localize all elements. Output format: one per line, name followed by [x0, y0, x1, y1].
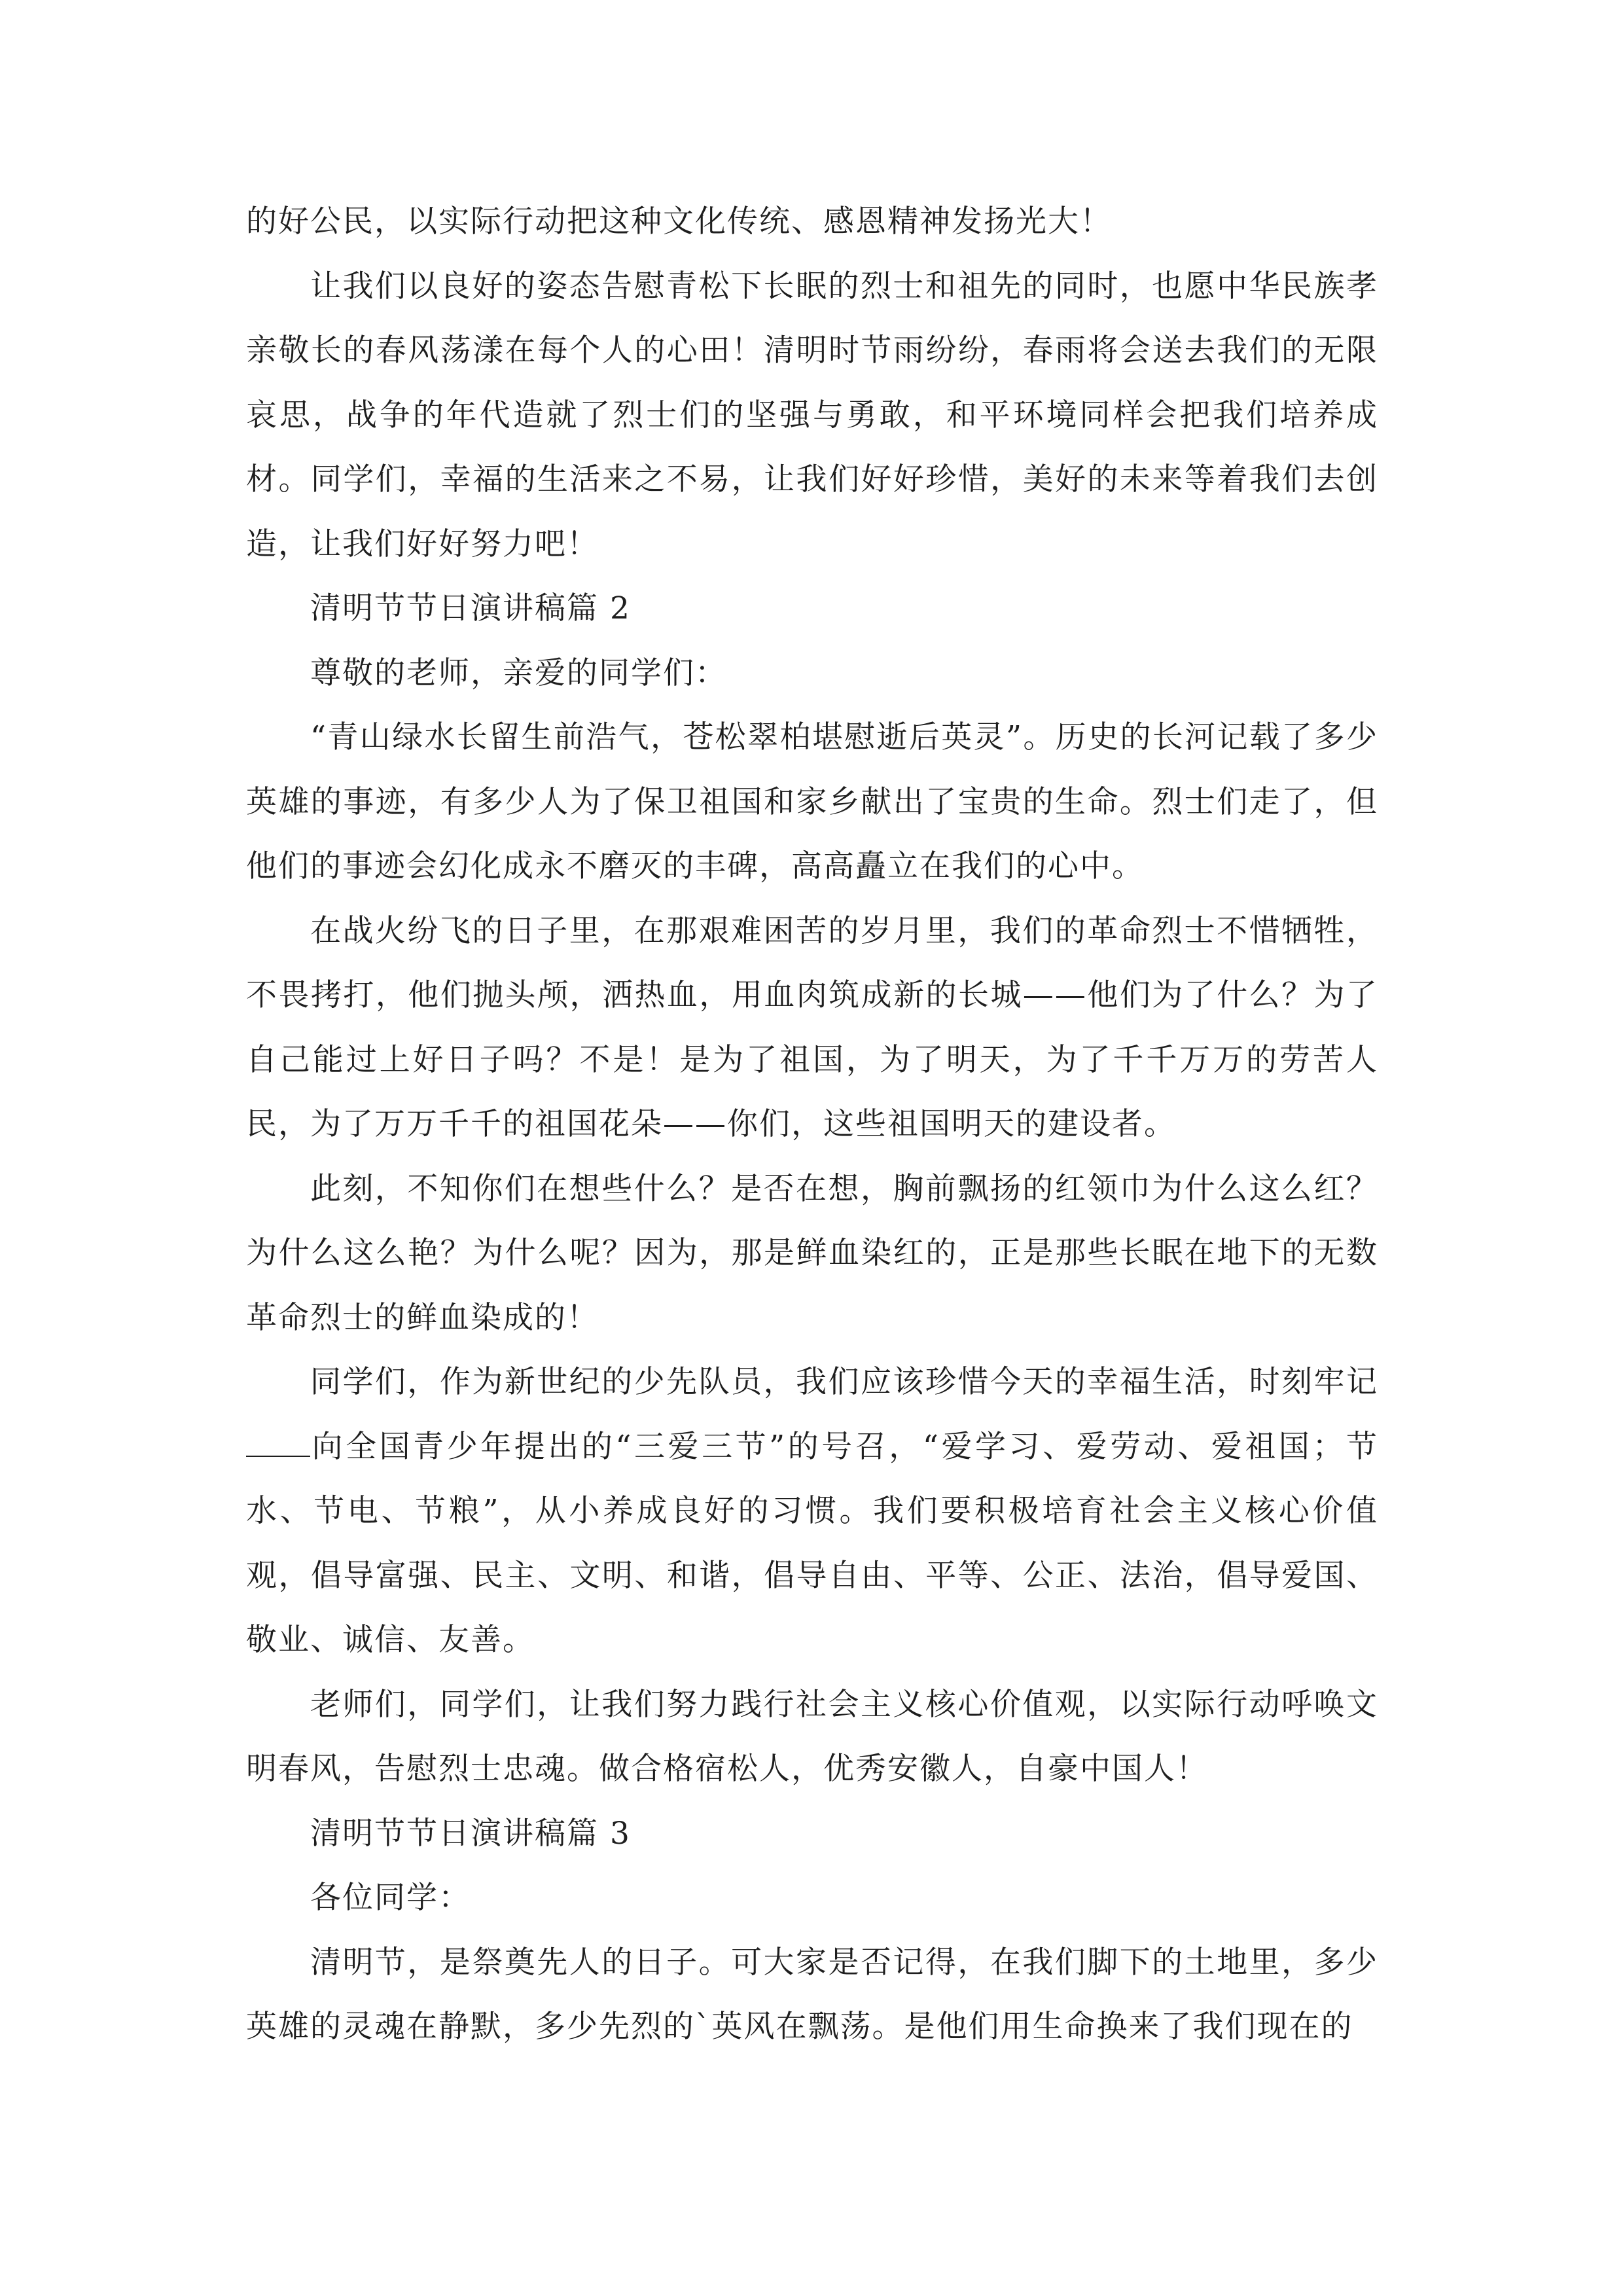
paragraph: “青山绿水长留生前浩气，苍松翠柏堪慰逝后英灵”。历史的长河记载了多少英雄的事迹，有多少人为了保卫祖国和家乡献出了宝贵的生命。烈士们走了，但他们的事迹会幻化成永不磨灭的丰碑，高高矗立在我们的心中。: [246, 719, 1378, 884]
salutation: 尊敬的老师，亲爱的同学们：: [310, 655, 727, 691]
paragraph: 老师们，同学们，让我们努力践行社会主义核心价值观，以实际行动呼唤文明春风，告慰烈士忠魂。做合格宿松人，优秀安徽人，自豪中国人！: [246, 1686, 1378, 1787]
paragraph-continuation: 的好公民，以实际行动把这种文化传统、感恩精神发扬光大！: [246, 204, 1112, 240]
paragraph-text-after-blank: 向全国青少年提出的“三爱三节”的号召，“爱学习、爱劳动、爱祖国；节水、节电、节粮”，从小养成良好的习惯。我们要积极培育社会主义核心价值观，倡导富强、民主、文明、和谐，倡导自由、平等、公正、法治，倡导爱国、敬业、诚信、友善。: [246, 1428, 1378, 1658]
paragraph: 在战火纷飞的日子里，在那艰难困苦的岁月里，我们的革命烈士不惜牺牲，不畏拷打，他们抛头颅，洒热血，用血肉筑成新的长城——他们为了什么？为了自己能过上好日子吗？不是！是为了祖国，为了明天，为了千千万万的劳苦人民，为了万万千千的祖国花朵——你们，这些祖国明天的建设者。: [246, 912, 1378, 1142]
paragraph: 此刻，不知你们在想些什么？是否在想，胸前飘扬的红领巾为什么这么红？为什么这么艳？为什么呢？因为，那是鲜血染红的，正是那些长眠在地下的无数革命烈士的鲜血染成的！: [246, 1170, 1378, 1336]
document-body: [246, 190, 1378, 2060]
section-heading: 清明节节日演讲稿篇 2: [310, 590, 631, 626]
fill-in-blank: [246, 1428, 310, 1457]
salutation: 各位同学：: [310, 1880, 471, 1916]
paragraph-with-blank: [246, 1350, 1378, 1673]
paragraph-text-before-blank: 同学们，作为新世纪的少先队员，我们应该珍惜今天的幸福生活，时刻牢记: [310, 1364, 1378, 1400]
paragraph: 清明节，是祭奠先人的日子。可大家是否记得，在我们脚下的土地里，多少英雄的灵魂在静默，多少先烈的`英风在飘荡。是他们用生命换来了我们现在的: [246, 1944, 1378, 2045]
section-heading: 清明节节日演讲稿篇 3: [310, 1815, 631, 1852]
paragraph: 让我们以良好的姿态告慰青松下长眠的烈士和祖先的同时，也愿中华民族孝亲敬长的春风荡漾在每个人的心田！清明时节雨纷纷，春雨将会送去我们的无限哀思，战争的年代造就了烈士们的坚强与勇敢，和平环境同样会把我们培养成材。同学们，幸福的生活来之不易，让我们好好珍惜，美好的未来等着我们去创造，让我们好好努力吧！: [246, 268, 1378, 562]
